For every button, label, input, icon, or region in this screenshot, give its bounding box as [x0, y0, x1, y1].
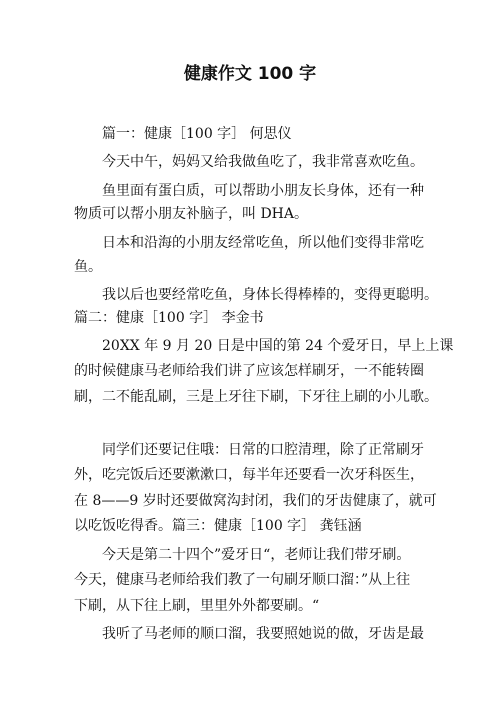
paragraph-line: 鱼里面有蛋白质，可以帮助小朋友长身体，还有一种 — [102, 183, 424, 199]
document-title: 健康作文 100 字 — [183, 64, 317, 84]
paragraph-line: 在 8——9 岁时还要做窝沟封闭，我们的牙齿健康了，就可 — [74, 493, 437, 509]
paragraph-line: 今天，健康马老师给我们教了一句刷牙顺口溜：”从上往 — [74, 572, 411, 588]
essay-2-heading: 篇二：健康［100 字］ 李金书 — [74, 310, 264, 326]
paragraph-line: 日本和沿海的小朋友经常吃鱼，所以他们变得非常吃 — [102, 235, 424, 251]
paragraph-line: 鱼。 — [74, 259, 102, 275]
paragraph-line: 刷，二不能乱刷，三是上牙往下刷，下牙往上刷的小儿歌。 — [74, 389, 438, 405]
essay-1-heading: 篇一：健康［100 字］ 何思仪 — [102, 126, 292, 142]
paragraph-line: 我以后也要经常吃鱼，身体长得棒棒的，变得更聪明。 — [102, 287, 438, 303]
paragraph-line: 我听了马老师的顺口溜，我要照她说的做，牙齿是最 — [102, 626, 424, 642]
paragraph-line: 以吃饭吃得香。篇三：健康［100 字］ 龚钰涵 — [74, 518, 362, 534]
paragraph-line: 同学们还要记住哦：日常的口腔清理，除了正常刷牙 — [102, 442, 424, 458]
paragraph-line: 的时候健康马老师给我们讲了应该怎样刷牙，一不能转圈 — [74, 363, 424, 379]
paragraph-line: 物质可以帮小朋友补脑子，叫 DHA。 — [74, 206, 308, 222]
paragraph-line: 今天是第二十四个”爱牙日“，老师让我们带牙刷。 — [102, 547, 411, 563]
paragraph-line: 今天中午，妈妈又给我做鱼吃了，我非常喜欢吃鱼。 — [102, 154, 424, 170]
paragraph-line: 外，吃完饭后还要漱漱口，每半年还要看一次牙科医生， — [74, 467, 424, 483]
paragraph-line: 20XX 年 9 月 20 日是中国的第 24 个爱牙日，早上上课 — [102, 338, 454, 354]
paragraph-line: 下刷，从下往上刷，里里外外都要刷。“ — [74, 598, 320, 614]
